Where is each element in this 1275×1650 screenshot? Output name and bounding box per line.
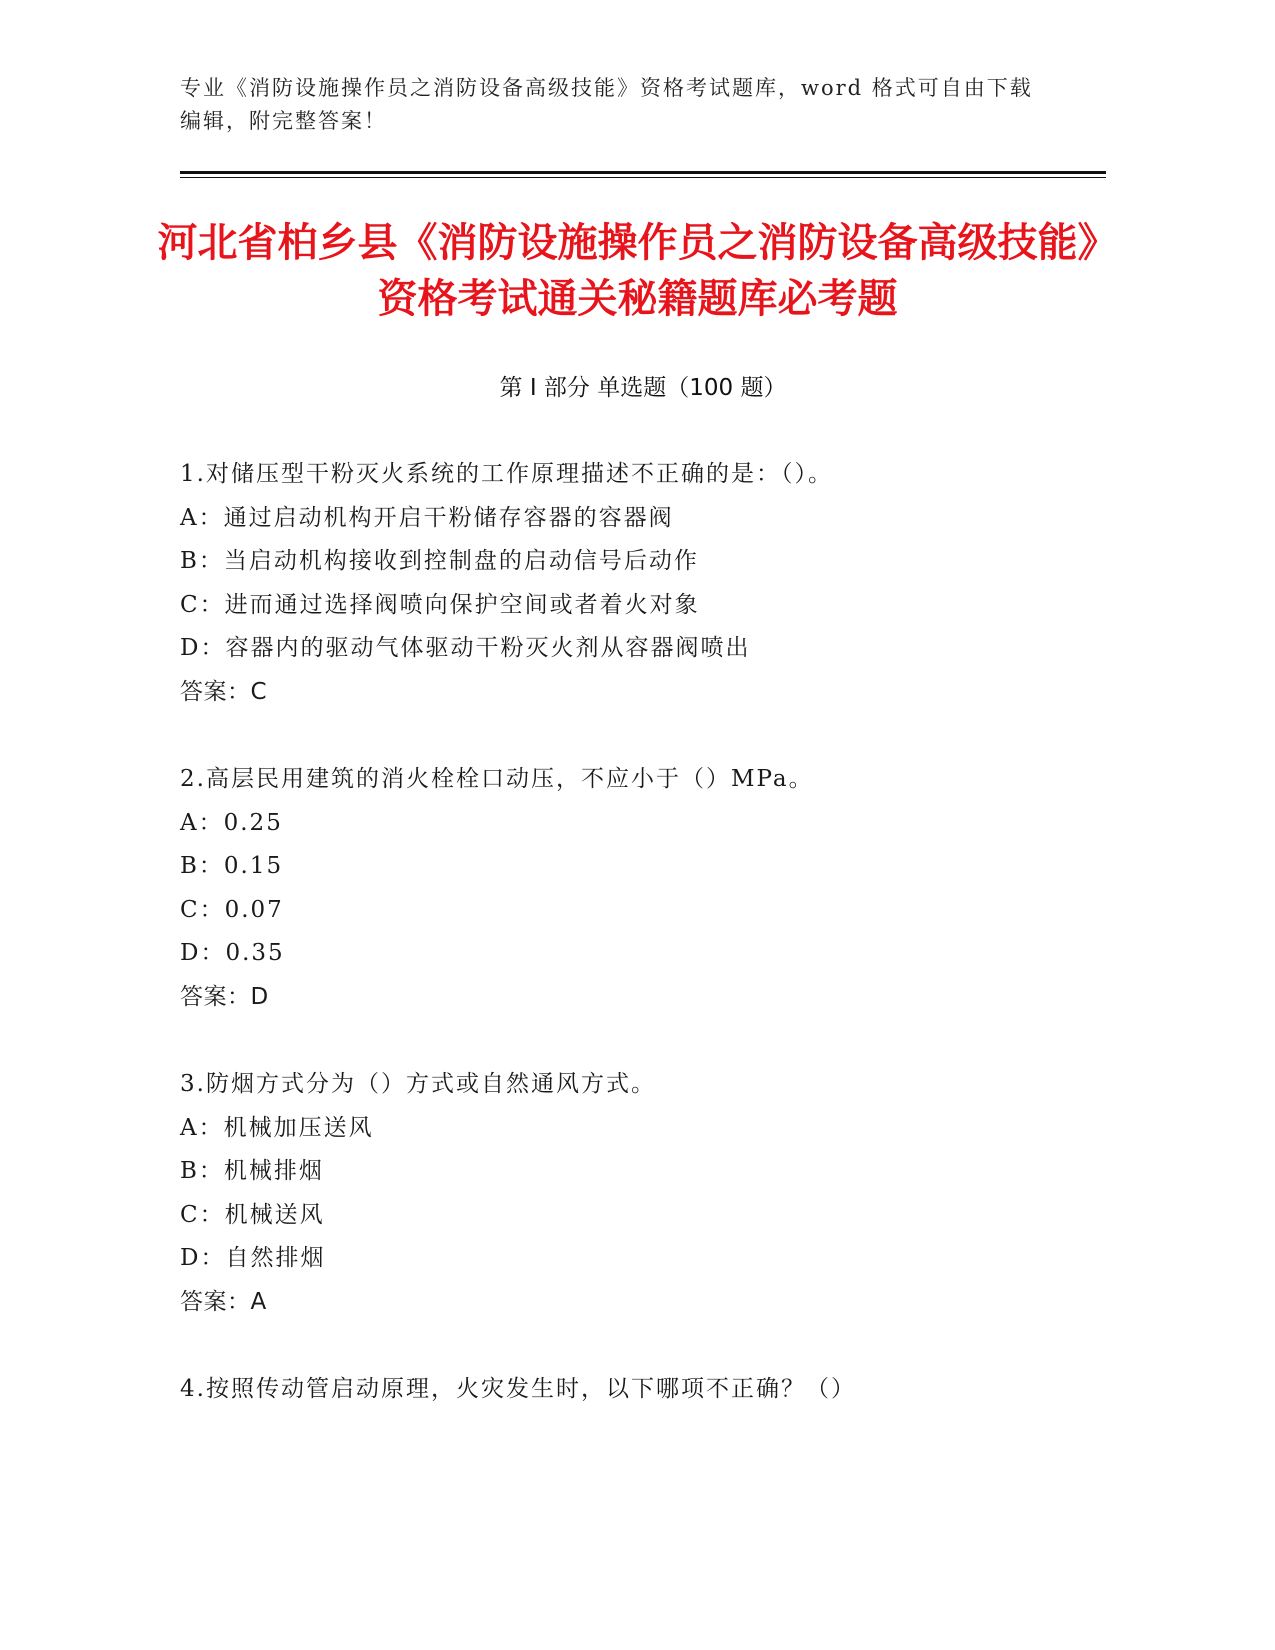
- question-stem: 4.按照传动管启动原理，火灾发生时，以下哪项不正确？（）: [180, 1376, 856, 1402]
- option-d: D：0.35: [180, 940, 285, 967]
- option-a: A：通过启动机构开启干粉储存容器的容器阀: [180, 504, 674, 531]
- answer-line: 答案：D: [180, 983, 269, 1010]
- answer-line: 答案：C: [180, 678, 268, 705]
- option-c: C：0.07: [180, 896, 284, 923]
- option-a: A：机械加压送风: [180, 1114, 374, 1141]
- option-a: A：0.25: [180, 809, 283, 836]
- question-stem: 3.防烟方式分为（）方式或自然通风方式。: [180, 1071, 656, 1097]
- question-3: [180, 1063, 1120, 1325]
- option-d: D：自然排烟: [180, 1245, 326, 1272]
- document-title: 河北省柏乡县《消防设施操作员之消防设备高级技能》资格考试通关秘籍题库必考题: [157, 220, 1118, 322]
- question-4: [180, 1368, 1120, 1412]
- question-2: [180, 758, 1120, 1020]
- header-rule-thin: [180, 177, 1106, 178]
- section-title: 第 I 部分 单选题（100 题）: [499, 375, 787, 401]
- question-stem: 1.对储压型干粉灭火系统的工作原理描述不正确的是：（）。: [180, 461, 833, 487]
- option-c: C：机械送风: [180, 1201, 325, 1228]
- header-note: 专业《消防设施操作员之消防设备高级技能》资格考试题库，word 格式可自由下载编辑，附完整答案！: [180, 76, 1033, 133]
- option-c: C：进而通过选择阀喷向保护空间或者着火对象: [180, 591, 700, 618]
- option-b: B：当启动机构接收到控制盘的启动信号后动作: [180, 548, 699, 575]
- question-stem: 2.高层民用建筑的消火栓栓口动压，不应小于（）MPa。: [180, 766, 814, 792]
- option-b: B：0.15: [180, 853, 284, 880]
- answer-line: 答案：A: [180, 1288, 267, 1315]
- option-b: B：机械排烟: [180, 1158, 324, 1185]
- header-rule-thick: [180, 171, 1106, 174]
- option-d: D：容器内的驱动气体驱动干粉灭火剂从容器阀喷出: [180, 635, 751, 662]
- question-1: [180, 453, 1120, 715]
